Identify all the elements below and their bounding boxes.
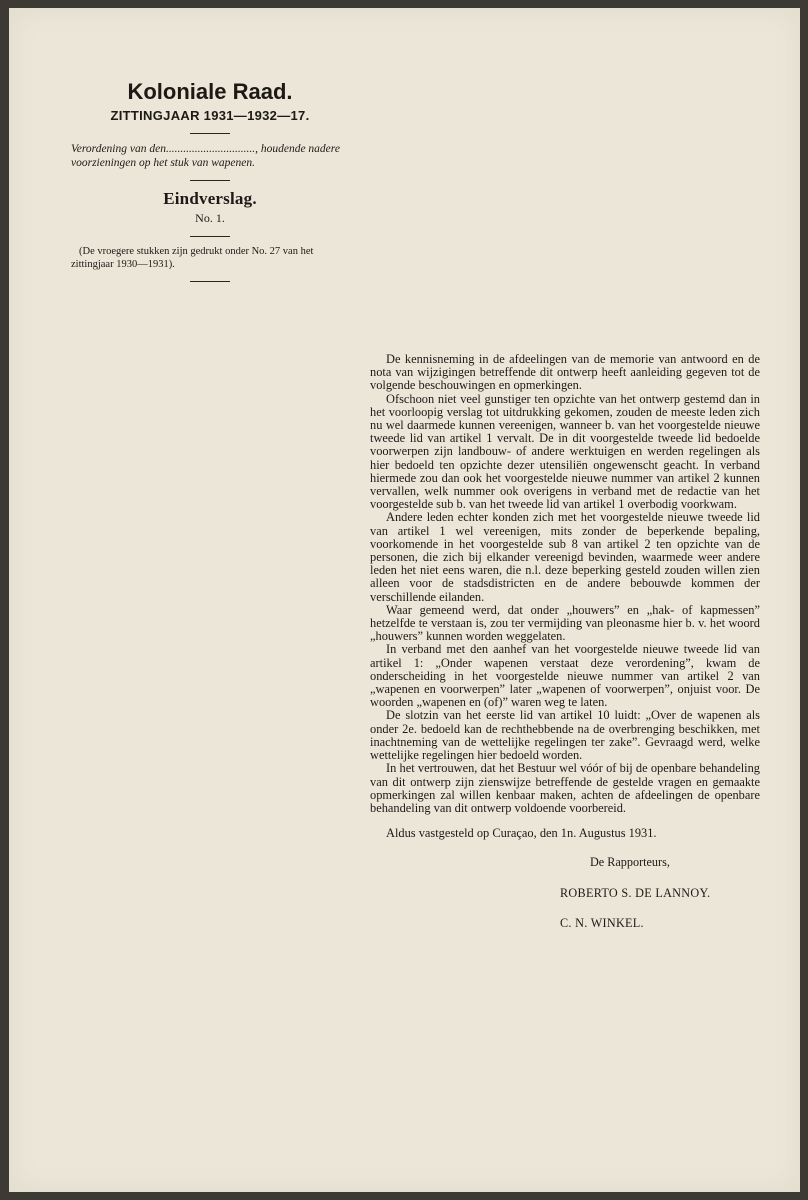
body-paragraph: Ofschoon niet veel gunstiger ten opzichte van het ontwerp gestemd dan in het voorloopig verslag tot uitdrukking gekomen, zouden de meeste leden zich nu wel daarmede kunnen vereenigen, wanneer b. van het voorgestelde nieuwe tweede lid van artikel 1 vervalt. De in dit voorgestelde tweede lid bedoelde voorwerpen zijn landbouw- of andere werktuigen en werden regelingen als hier bedoeld ten opzichte dezer utensiliën ongewenscht geacht. In verband hiermede zou dan ook het voorgestelde nieuwe nummer van artikel 2 kunnen vervallen, welk nummer ook overigens in verband met de redactie van het voorgestelde sub b. van het tweede lid van artikel 1 overbodig voorkwam. — [370, 391, 760, 512]
report-body — [370, 353, 760, 947]
body-paragraph: Waar gemeend werd, dat onder „houwers” en „hak- of kapmessen” hetzelfde te verstaan is, zou ter vermijding van pleonasme hier b. v. het woord „houwers” kunnen worden weggelaten. — [370, 602, 760, 644]
signature-block — [370, 856, 760, 930]
closing-line: Aldus vastgesteld op Curaçao, den 1n. Augustus 1931. — [386, 826, 657, 841]
document-page — [9, 8, 800, 1192]
rapporteurs-label: De Rapporteurs, — [590, 855, 670, 870]
session-year: ZITTINGJAAR 1931—1932—17. — [110, 108, 310, 123]
ordinance-subject: Verordening van den..............................., houdende nadere voorzieningen op het stuk van wapenen. — [71, 143, 340, 169]
report-title: Eindverslag. — [163, 189, 257, 208]
body-paragraph: In het vertrouwen, dat het Bestuur wel vóór of bij de openbare behandeling van dit ontwerp zijn zienswijze betreffende de gestelde vragen en gemaakte opmerkingen zal willen kenbaar maken, achten de afdeelingen de openbare behandeling van dit ontwerp voldoende voorbereid. — [370, 761, 760, 815]
council-title: Koloniale Raad. — [127, 79, 293, 104]
divider-rule — [190, 281, 230, 282]
divider-rule — [190, 236, 230, 237]
body-paragraph: In verband met den aanhef van het voorgestelde nieuwe tweede lid van artikel 1: „Onder wapenen verstaat deze verordening”, kwam de onderscheiding in het voorgestelde nieuwe nummer van artikel 2 van „wapenen en voorwerpen” later „wapenen of voorwerpen”, onjuist voor. De woorden „wapenen en (of)” waren weg te laten. — [370, 642, 760, 710]
signatory-name: ROBERTO S. DE LANNOY. — [560, 885, 711, 900]
signatory-name: C. N. WINKEL. — [560, 915, 644, 930]
header-block — [71, 80, 349, 290]
divider-rule — [190, 180, 230, 181]
divider-rule — [190, 133, 230, 134]
report-number: No. 1. — [195, 211, 225, 225]
body-paragraph: De slotzin van het eerste lid van artikel 10 luidt: „Over de wapenen als onder 2e. bedoeld kan de rechthebbende na de overbrenging beschikken, met inachtneming van de wettelijke regelingen ter zake”. Gevraagd werd, welke wettelijke regelingen hier bedoeld worden. — [370, 708, 760, 763]
prior-documents-note: (De vroegere stukken zijn gedrukt onder No. 27 van het zittingjaar 1930—1931). — [71, 246, 314, 270]
body-paragraph: Andere leden echter konden zich met het voorgestelde nieuwe tweede lid van artikel 1 wel vereenigen, mits zonder de beperkende bepaling, voorkomende in het voorgestelde sub 8 van artikel 2 ten opzichte van de personen, die zich bij elkander vereenigd bevinden, waarmede weer andere leden het niet eens waren, die n.l. deze beperking gesteld zouden willen zien alleen voor de stadsdistricten en de andere bebouwde kommen der verschillende eilanden. — [370, 510, 760, 604]
body-paragraph: De kennisneming in de afdeelingen van de memorie van antwoord en de nota van wijzigingen betreffende dit ontwerp heeft aanleiding gegeven tot de volgende beschouwingen en opmerkingen. — [370, 352, 760, 393]
